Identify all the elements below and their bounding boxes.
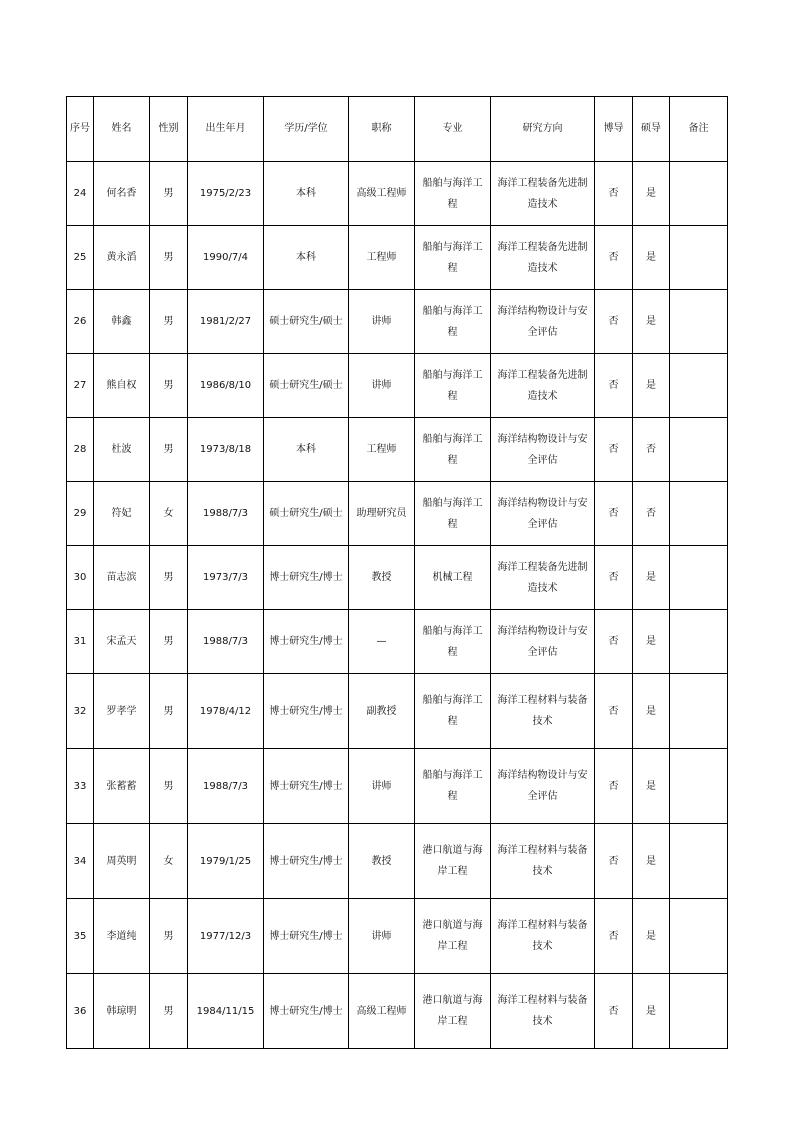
cell-remarks xyxy=(670,354,728,418)
header-master-supervisor: 硕导 xyxy=(633,97,670,162)
cell-major: 船舶与海洋工程 xyxy=(415,482,491,546)
cell-degree: 博士研究生/博士 xyxy=(264,824,349,899)
table-row xyxy=(67,674,728,749)
cell-phd-supervisor: 否 xyxy=(595,226,633,290)
cell-gender: 男 xyxy=(150,290,188,354)
cell-birthdate: 1973/7/3 xyxy=(188,546,264,610)
table-header-row xyxy=(67,97,728,162)
cell-index: 30 xyxy=(67,546,94,610)
header-birthdate: 出生年月 xyxy=(188,97,264,162)
cell-birthdate: 1988/7/3 xyxy=(188,610,264,674)
cell-phd-supervisor: 否 xyxy=(595,974,633,1049)
table-row xyxy=(67,610,728,674)
cell-phd-supervisor: 否 xyxy=(595,899,633,974)
cell-research-direction: 海洋工程材料与装备技术 xyxy=(491,974,595,1049)
cell-name: 周英明 xyxy=(94,824,150,899)
cell-degree: 博士研究生/博士 xyxy=(264,974,349,1049)
cell-research-direction: 海洋工程装备先进制造技术 xyxy=(491,162,595,226)
cell-remarks xyxy=(670,974,728,1049)
cell-birthdate: 1988/7/3 xyxy=(188,749,264,824)
cell-research-direction: 海洋结构物设计与安全评估 xyxy=(491,290,595,354)
header-index: 序号 xyxy=(67,97,94,162)
header-title: 职称 xyxy=(349,97,415,162)
cell-major: 船舶与海洋工程 xyxy=(415,418,491,482)
cell-degree: 博士研究生/博士 xyxy=(264,610,349,674)
cell-phd-supervisor: 否 xyxy=(595,290,633,354)
table-row xyxy=(67,226,728,290)
cell-research-direction: 海洋工程材料与装备技术 xyxy=(491,899,595,974)
cell-name: 苗志滨 xyxy=(94,546,150,610)
cell-phd-supervisor: 否 xyxy=(595,418,633,482)
header-major: 专业 xyxy=(415,97,491,162)
cell-gender: 女 xyxy=(150,482,188,546)
cell-remarks xyxy=(670,290,728,354)
cell-remarks xyxy=(670,546,728,610)
header-phd-supervisor: 博导 xyxy=(595,97,633,162)
cell-title: 副教授 xyxy=(349,674,415,749)
table-row xyxy=(67,899,728,974)
cell-remarks xyxy=(670,226,728,290)
cell-research-direction: 海洋工程装备先进制造技术 xyxy=(491,226,595,290)
cell-birthdate: 1978/4/12 xyxy=(188,674,264,749)
table-row xyxy=(67,974,728,1049)
cell-index: 31 xyxy=(67,610,94,674)
cell-index: 26 xyxy=(67,290,94,354)
cell-name: 何名香 xyxy=(94,162,150,226)
header-degree: 学历/学位 xyxy=(264,97,349,162)
cell-name: 宋孟天 xyxy=(94,610,150,674)
cell-index: 35 xyxy=(67,899,94,974)
table-row xyxy=(67,162,728,226)
cell-phd-supervisor: 否 xyxy=(595,674,633,749)
table-row xyxy=(67,749,728,824)
table-row xyxy=(67,354,728,418)
cell-phd-supervisor: 否 xyxy=(595,824,633,899)
cell-title: 讲师 xyxy=(349,749,415,824)
table-row xyxy=(67,824,728,899)
cell-master-supervisor: 是 xyxy=(633,674,670,749)
cell-major: 船舶与海洋工程 xyxy=(415,290,491,354)
cell-name: 符妃 xyxy=(94,482,150,546)
cell-major: 机械工程 xyxy=(415,546,491,610)
cell-birthdate: 1979/1/25 xyxy=(188,824,264,899)
cell-remarks xyxy=(670,674,728,749)
cell-index: 25 xyxy=(67,226,94,290)
header-gender: 性别 xyxy=(150,97,188,162)
cell-birthdate: 1973/8/18 xyxy=(188,418,264,482)
cell-degree: 博士研究生/博士 xyxy=(264,674,349,749)
cell-name: 罗孝学 xyxy=(94,674,150,749)
cell-research-direction: 海洋结构物设计与安全评估 xyxy=(491,610,595,674)
cell-name: 张蓄蓄 xyxy=(94,749,150,824)
cell-birthdate: 1977/12/3 xyxy=(188,899,264,974)
cell-remarks xyxy=(670,899,728,974)
cell-master-supervisor: 否 xyxy=(633,418,670,482)
cell-major: 船舶与海洋工程 xyxy=(415,674,491,749)
header-research-direction: 研究方向 xyxy=(491,97,595,162)
cell-degree: 博士研究生/博士 xyxy=(264,546,349,610)
cell-title: 高级工程师 xyxy=(349,162,415,226)
cell-remarks xyxy=(670,418,728,482)
cell-name: 韩琼明 xyxy=(94,974,150,1049)
cell-title: 助理研究员 xyxy=(349,482,415,546)
cell-name: 韩鑫 xyxy=(94,290,150,354)
cell-title: 讲师 xyxy=(349,290,415,354)
cell-gender: 男 xyxy=(150,162,188,226)
cell-title: 教授 xyxy=(349,546,415,610)
cell-title: 高级工程师 xyxy=(349,974,415,1049)
cell-research-direction: 海洋工程材料与装备技术 xyxy=(491,674,595,749)
cell-phd-supervisor: 否 xyxy=(595,354,633,418)
cell-birthdate: 1984/11/15 xyxy=(188,974,264,1049)
cell-title: 讲师 xyxy=(349,899,415,974)
cell-major: 港口航道与海岸工程 xyxy=(415,824,491,899)
cell-index: 33 xyxy=(67,749,94,824)
cell-major: 港口航道与海岸工程 xyxy=(415,974,491,1049)
cell-gender: 男 xyxy=(150,974,188,1049)
cell-name: 杜波 xyxy=(94,418,150,482)
cell-index: 29 xyxy=(67,482,94,546)
cell-phd-supervisor: 否 xyxy=(595,482,633,546)
cell-degree: 博士研究生/博士 xyxy=(264,899,349,974)
cell-remarks xyxy=(670,162,728,226)
cell-phd-supervisor: 否 xyxy=(595,162,633,226)
cell-major: 船舶与海洋工程 xyxy=(415,749,491,824)
cell-title: 教授 xyxy=(349,824,415,899)
cell-degree: 硕士研究生/硕士 xyxy=(264,290,349,354)
cell-master-supervisor: 是 xyxy=(633,226,670,290)
cell-major: 船舶与海洋工程 xyxy=(415,162,491,226)
cell-index: 27 xyxy=(67,354,94,418)
cell-degree: 本科 xyxy=(264,418,349,482)
cell-master-supervisor: 是 xyxy=(633,162,670,226)
cell-title: 工程师 xyxy=(349,418,415,482)
cell-degree: 硕士研究生/硕士 xyxy=(264,354,349,418)
cell-gender: 男 xyxy=(150,674,188,749)
cell-major: 船舶与海洋工程 xyxy=(415,354,491,418)
cell-major: 船舶与海洋工程 xyxy=(415,226,491,290)
cell-gender: 男 xyxy=(150,546,188,610)
header-remarks: 备注 xyxy=(670,97,728,162)
table-row xyxy=(67,482,728,546)
cell-research-direction: 海洋工程材料与装备技术 xyxy=(491,824,595,899)
cell-gender: 女 xyxy=(150,824,188,899)
cell-master-supervisor: 是 xyxy=(633,290,670,354)
header-name: 姓名 xyxy=(94,97,150,162)
table-row xyxy=(67,290,728,354)
staff-table xyxy=(66,96,728,1049)
cell-degree: 硕士研究生/硕士 xyxy=(264,482,349,546)
cell-birthdate: 1988/7/3 xyxy=(188,482,264,546)
cell-remarks xyxy=(670,610,728,674)
cell-remarks xyxy=(670,749,728,824)
cell-master-supervisor: 是 xyxy=(633,610,670,674)
cell-gender: 男 xyxy=(150,226,188,290)
cell-gender: 男 xyxy=(150,749,188,824)
cell-research-direction: 海洋结构物设计与安全评估 xyxy=(491,749,595,824)
cell-master-supervisor: 是 xyxy=(633,546,670,610)
table-row xyxy=(67,418,728,482)
cell-degree: 本科 xyxy=(264,162,349,226)
cell-name: 李道纯 xyxy=(94,899,150,974)
cell-index: 34 xyxy=(67,824,94,899)
cell-index: 24 xyxy=(67,162,94,226)
cell-gender: 男 xyxy=(150,899,188,974)
cell-major: 船舶与海洋工程 xyxy=(415,610,491,674)
cell-gender: 男 xyxy=(150,610,188,674)
cell-remarks xyxy=(670,482,728,546)
cell-phd-supervisor: 否 xyxy=(595,546,633,610)
cell-title: — xyxy=(349,610,415,674)
cell-master-supervisor: 是 xyxy=(633,974,670,1049)
cell-gender: 男 xyxy=(150,418,188,482)
cell-master-supervisor: 是 xyxy=(633,749,670,824)
cell-research-direction: 海洋工程装备先进制造技术 xyxy=(491,546,595,610)
cell-birthdate: 1986/8/10 xyxy=(188,354,264,418)
cell-master-supervisor: 是 xyxy=(633,354,670,418)
cell-birthdate: 1975/2/23 xyxy=(188,162,264,226)
cell-gender: 男 xyxy=(150,354,188,418)
cell-major: 港口航道与海岸工程 xyxy=(415,899,491,974)
cell-title: 讲师 xyxy=(349,354,415,418)
cell-degree: 博士研究生/博士 xyxy=(264,749,349,824)
cell-research-direction: 海洋工程装备先进制造技术 xyxy=(491,354,595,418)
cell-research-direction: 海洋结构物设计与安全评估 xyxy=(491,418,595,482)
table-row xyxy=(67,546,728,610)
cell-master-supervisor: 是 xyxy=(633,824,670,899)
cell-name: 黄永滔 xyxy=(94,226,150,290)
table-body xyxy=(67,162,728,1049)
cell-title: 工程师 xyxy=(349,226,415,290)
cell-remarks xyxy=(670,824,728,899)
cell-phd-supervisor: 否 xyxy=(595,749,633,824)
cell-name: 熊自权 xyxy=(94,354,150,418)
cell-birthdate: 1990/7/4 xyxy=(188,226,264,290)
cell-degree: 本科 xyxy=(264,226,349,290)
cell-index: 32 xyxy=(67,674,94,749)
cell-index: 36 xyxy=(67,974,94,1049)
cell-research-direction: 海洋结构物设计与安全评估 xyxy=(491,482,595,546)
cell-index: 28 xyxy=(67,418,94,482)
cell-master-supervisor: 是 xyxy=(633,899,670,974)
cell-birthdate: 1981/2/27 xyxy=(188,290,264,354)
cell-phd-supervisor: 否 xyxy=(595,610,633,674)
cell-master-supervisor: 否 xyxy=(633,482,670,546)
